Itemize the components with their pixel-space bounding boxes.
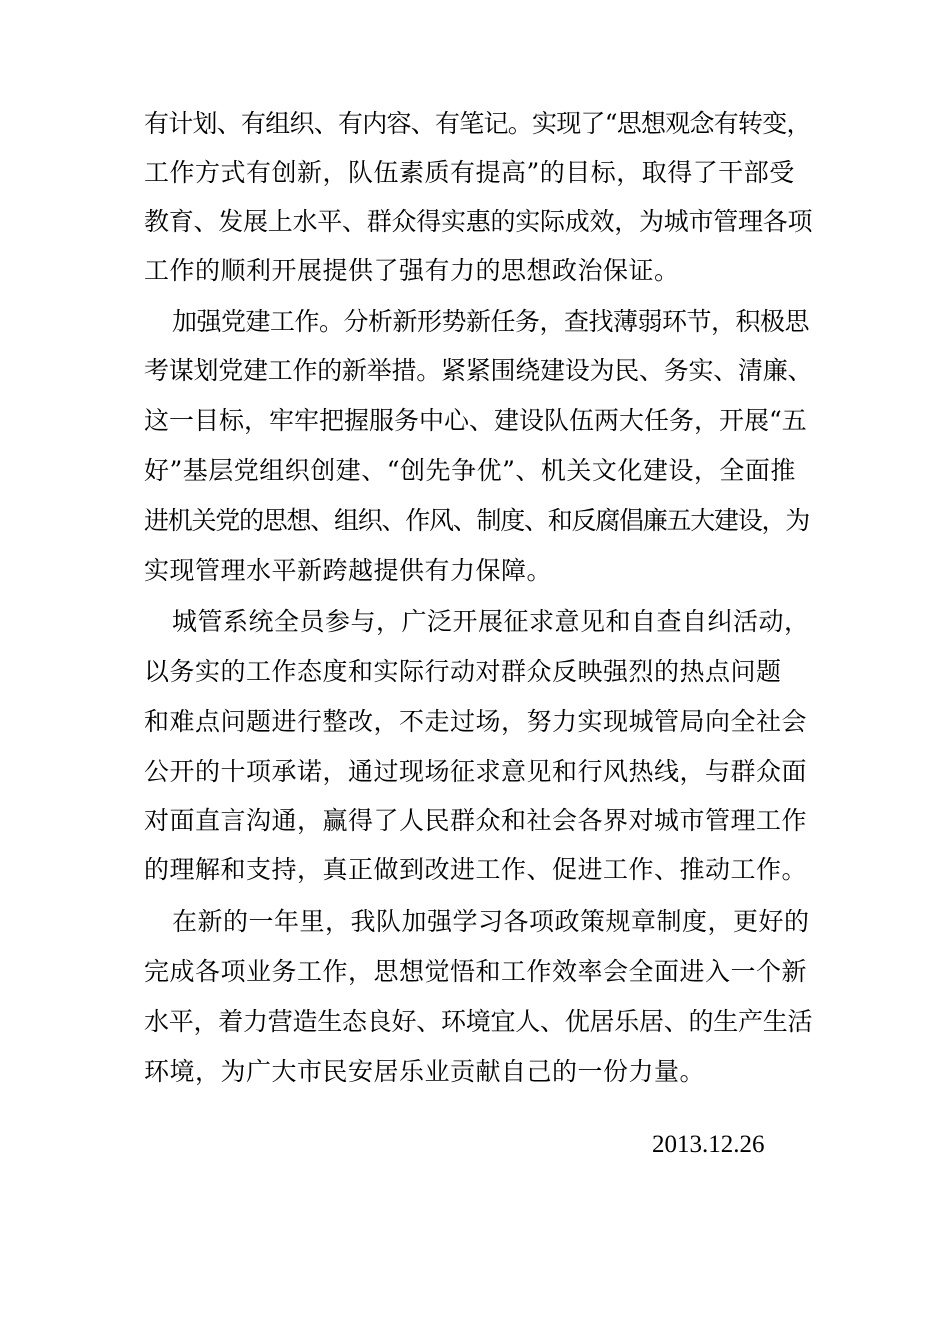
- document-date: 2013.12.26: [652, 1131, 765, 1158]
- text-line: 在新的一年里，我队加强学习各项政策规章制度，更好的: [172, 907, 810, 936]
- text-line: 公开的十项承诺，通过现场征求意见和行风热线，与群众面: [144, 757, 808, 786]
- text-line: 考谋划党建工作的新举措。紧紧围绕建设为民、务实、清廉、: [144, 356, 813, 385]
- text-line: 这一目标，牢牢把握服务中心、建设队伍两大任务，开展“五: [144, 406, 807, 435]
- text-line: 完成各项业务工作，思想觉悟和工作效率会全面进入一个新: [144, 957, 808, 986]
- text-line: 进机关党的思想、组织、作风、制度、和反腐倡廉五大建设，为: [144, 506, 810, 535]
- text-line: 环境，为广大市民安居乐业贡献自己的一份力量。: [144, 1057, 706, 1086]
- text-line: 工作的顺利开展提供了强有力的思想政治保证。: [144, 256, 680, 285]
- text-line: 水平，着力营造生态良好、环境宜人、优居乐居、的生产生活: [144, 1007, 813, 1036]
- text-line: 教育、发展上水平、群众得实惠的实际成效，为城市管理各项: [144, 207, 813, 236]
- text-line: 对面直言沟通，赢得了人民群众和社会各界对城市管理工作: [144, 806, 808, 835]
- text-line: 以务实的工作态度和实际行动对群众反映强烈的热点问题: [144, 657, 782, 686]
- text-line: 加强党建工作。分析新形势新任务，查找薄弱环节，积极思: [172, 307, 810, 336]
- text-line: 工作方式有创新，队伍素质有提高”的目标，取得了干部受: [144, 158, 795, 187]
- text-line: 城管系统全员参与，广泛开展征求意见和自查自纠活动，: [172, 607, 810, 636]
- text-line: 有计划、有组织、有内容、有笔记。实现了“思想观念有转变，: [144, 109, 811, 138]
- text-line: 好”基层党组织创建、“创先争优”、机关文化建设，全面推: [144, 456, 796, 485]
- text-line: 的理解和支持，真正做到改进工作、促进工作、推动工作。: [144, 855, 808, 884]
- text-line: 实现管理水平新跨越提供有力保障。: [144, 556, 553, 585]
- text-line: 和难点问题进行整改，不走过场，努力实现城管局向全社会: [144, 707, 808, 736]
